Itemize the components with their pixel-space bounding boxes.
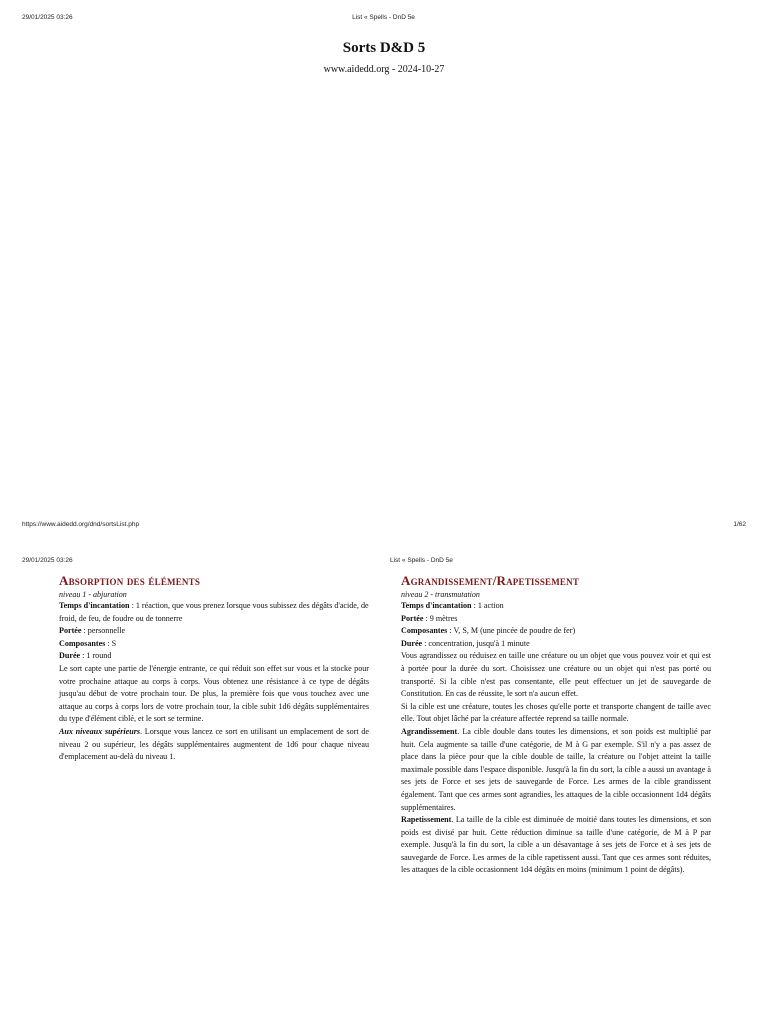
casting-time-value: 1 réaction, que vous prenez lorsque vous subissez des dégâts d'acide, de froid, de feu, de foudre ou de tonnerre — [59, 601, 369, 623]
spell-components — [401, 625, 711, 638]
separator: : — [447, 626, 454, 636]
spell-name: Absorption des éléments — [59, 573, 201, 588]
duration-label: Durée — [401, 638, 423, 648]
page1-footer-page-number: 1/62 — [733, 521, 746, 528]
reduce-text: . La taille de la cible est diminuée de moitié dans toutes les dimensions, et son poids est divisé par huit. Cette réduction diminue sa taille d'une catégorie, de M à P par exemple. Jusqu'à la fin du sort, la cible a un désavantage à ses jets de Force et à ses jets de sauvegarde de Force. Les armes de la cible rapetissent aussi. Tant que ces armes sont réduites, les attaques de la cible occasionnent 1d4 dégâts en moins (minimum 1 point de dégâts). — [401, 815, 711, 875]
range-value: personnelle — [87, 626, 126, 636]
spell-level-school: niveau 2 - transmutation — [401, 590, 480, 599]
document-title: Sorts D&D 5 — [342, 40, 426, 56]
reduce-label: Rapetissement — [401, 815, 452, 825]
spell-casting-time — [401, 600, 711, 613]
spell-range — [401, 613, 711, 626]
enlarge-text: . La cible double dans toutes les dimensions, et son poids est multiplié par huit. Cela augmente sa taille d'une catégorie, de M à G par exemple. S'il n'y a pas assez de place dans la pièce pour que la cible double de taille, la créature ou l'objet atteint la taille maximale possible dans l'espace disponible. Jusqu'à la fin du sort, la cible a aussi un avantage à ses jets de Force et ses jets de sauvegarde de Force. Les armes de la cible grandissent également. Tant que ces armes sont agrandies, les attaques de la cible occasionnent 1d4 dégâts supplémentaires. — [401, 726, 711, 812]
duration-value: concentration, jusqu'à 1 minute — [428, 638, 530, 648]
spell-higher-levels — [59, 726, 369, 764]
separator: : — [471, 601, 478, 610]
separator: : — [423, 613, 430, 623]
spell-components — [59, 638, 369, 651]
separator: : — [81, 626, 88, 636]
higher-levels-label: Aux niveaux supérieurs — [59, 726, 141, 736]
components-value: V, S, M (une pincée de poudre de fer) — [453, 626, 576, 636]
components-value: S — [111, 638, 117, 648]
spell-card-absorption — [59, 573, 369, 764]
spell-range — [59, 625, 369, 638]
spell-description: Le sort capte une partie de l'énergie entrante, ce qui réduit son effet sur vous et la stocke pour votre prochaine attaque au corps à corps. Vous obtenez une résistance à ce type de dégâts jusqu'au début de votre prochain tour. De plus, la première fois que vous touchez avec une attaque au corps à corps lors de votre prochain tour, la cible subit 1d6 dégâts supplémentaires du type d'élément ciblé, et le sort se termine. — [59, 663, 369, 724]
spell-description-creature: Si la cible est une créature, toutes les choses qu'elle porte et transporte changent de taille avec elle. Tout objet lâché par la créature affectée reprend sa taille normale. — [401, 701, 711, 724]
spell-reduce — [401, 814, 711, 877]
separator: : — [105, 638, 112, 648]
spell-card-agrandissement — [401, 573, 711, 877]
casting-time-label: Temps d'incantation — [59, 601, 130, 610]
page1-header-title: List « Spells - DnD 5e — [352, 14, 415, 21]
spell-description: Vous agrandissez ou réduisez en taille une créature ou un objet que vous pouvez voir et qui est à portée pour la durée du sort. Choisissez une créature ou un objet qui n'est pas porté ou transporté. Si la cible n'est pas consentante, elle peut effectuer un jet de sauvegarde de Constitution. En cas de réussite, le sort n'a aucun effet. — [401, 651, 711, 699]
spell-casting-time — [59, 600, 369, 625]
separator: : — [80, 651, 87, 661]
duration-label: Durée — [59, 651, 81, 661]
spell-name: Agrandissement/Rapetissement — [401, 573, 580, 588]
separator: : — [422, 638, 429, 648]
separator: : — [129, 601, 136, 610]
enlarge-label: Agrandissement — [401, 726, 458, 736]
range-label: Portée — [59, 626, 82, 636]
spell-duration — [401, 638, 711, 651]
spell-level-school: niveau 1 - abjuration — [59, 590, 127, 599]
page2-header-date: 29/01/2025 03:26 — [22, 557, 73, 564]
casting-time-value: 1 action — [477, 601, 504, 610]
components-label: Composantes — [59, 638, 106, 648]
page1-header-date: 29/01/2025 03:26 — [22, 14, 73, 21]
page2-header-title: List « Spells - DnD 5e — [390, 557, 453, 564]
range-label: Portée — [401, 613, 424, 623]
duration-value: 1 round — [86, 651, 112, 661]
document-subtitle: www.aidedd.org - 2024-10-27 — [323, 64, 445, 75]
components-label: Composantes — [401, 626, 448, 636]
page1-footer-url[interactable]: https://www.aidedd.org/dnd/sortsList.php — [22, 521, 140, 528]
higher-levels-text: . Lorsque vous lancez ce sort en utilisant un emplacement de sort de niveau 2 ou supérieur, les dégâts supplémentaires augmentent de 1d6 pour chaque niveau d'emplacement au-delà du niveau 1. — [59, 726, 370, 762]
spell-duration — [59, 650, 369, 663]
casting-time-label: Temps d'incantation — [401, 601, 472, 610]
range-value: 9 mètres — [429, 613, 458, 623]
spell-enlarge — [401, 726, 711, 814]
